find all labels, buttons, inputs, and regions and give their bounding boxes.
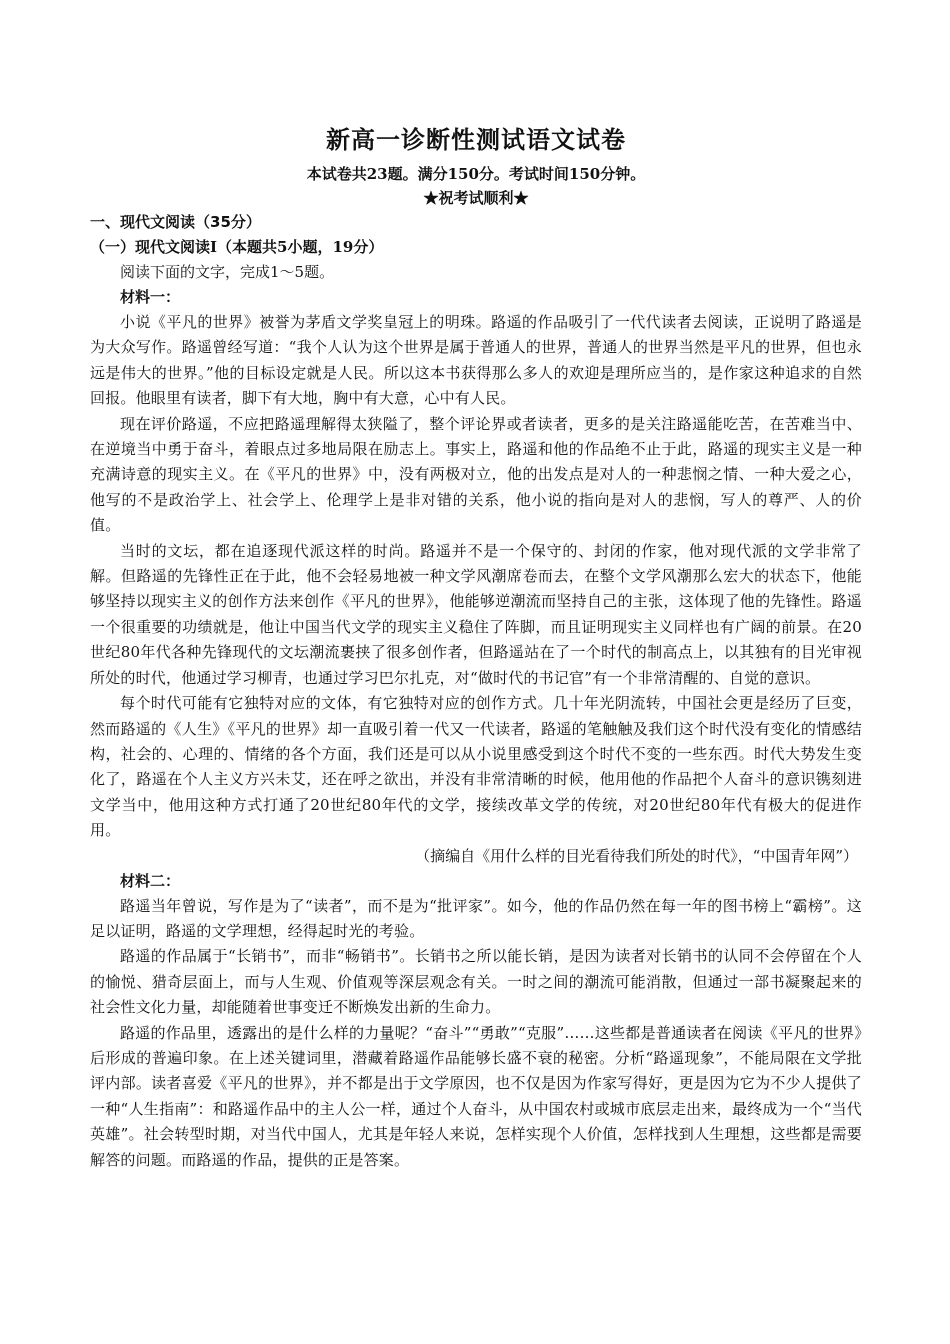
good-luck-line: ★祝考试顺利★ — [423, 189, 529, 207]
material-two-paragraph: 路遥当年曾说，写作是为了“读者”，而不是为“批评家”。如今，他的作品仍然在每一年的图书榜上“霸榜”。这足以证明，路遥的文学理想，经得起时光的考验。 — [90, 896, 862, 940]
material-one-paragraph: 每个时代可能有它独特对应的文体，有它独特对应的创作方式。几十年光阴流转，中国社会更是经历了巨变，然而路遥的《人生》《平凡的世界》却一直吸引着一代又一代读者，路遥的笔触触及我们这个时代没有变化的情感结构，社会的、心理的、情绪的各个方面，我们还是可以从小说里感受到这个时代不变的一些东西。时代大势发生变化了，路遥在个人主义方兴未艾，还在呼之欲出，并没有非常清晰的时候，他用他的作品把个人奋斗的意识镌刻进文学当中，他用这种方式打通了20世纪80年代的文学，接续改革文学的传统，对20世纪80年代有极大的促进作用。 — [90, 694, 862, 840]
material-two-paragraph: 路遥的作品属于“长销书”，而非“畅销书”。长销书之所以能长销，是因为读者对长销书的认同不会停留在个人的愉悦、猎奇层面上，而与人生观、价值观等深层观念有关。一时之间的潮流可能消散，但通过一部书凝聚起来的社会性文化力量，却能随着世事变迁不断焕发出新的生命力。 — [90, 947, 862, 1017]
section-heading: 一、现代文阅读（35分） — [90, 213, 261, 231]
material-one-source: （摘编自《用什么样的目光看待我们所处的时代》，“中国青年网”） — [415, 846, 858, 865]
subsection-heading: （一）现代文阅读Ⅰ（本题共5小题，19分） — [90, 238, 384, 256]
material-two-label: 材料二： — [120, 871, 181, 890]
material-one-paragraph: 现在评价路遥，不应把路遥理解得太狭隘了，整个评论界或者读者，更多的是关注路遥能吃苦，在苦难当中、在逆境当中勇于奋斗，着眼点过多地局限在励志上。事实上，路遥和他的作品绝不止于此，路遥的现实主义是一种充满诗意的现实主义。在《平凡的世界》中，没有两极对立，他的出发点是对人的一种悲悯之情、一种大爱之心，他写的不是政治学上、社会学上、伦理学上是非对错的关系，他小说的指向是对人的悲悯，写人的尊严、人的价值。 — [90, 414, 862, 535]
exam-page — [90, 120, 862, 1173]
material-one-label: 材料一： — [120, 288, 181, 306]
exam-title: 新高一诊断性测试语文试卷 — [326, 126, 626, 154]
exam-info: 本试卷共23题。满分150分。考试时间150分钟。 — [306, 165, 646, 183]
reading-instruction: 阅读下面的文字，完成1～5题。 — [120, 263, 335, 281]
material-one-paragraph: 当时的文坛，都在追逐现代派这样的时尚。路遥并不是一个保守的、封闭的作家，他对现代派的文学非常了解。但路遥的先锋性正在于此，他不会轻易地被一种文学风潮席卷而去，在整个文学风潮那么宏大的状态下，他能够坚持以现实主义的创作方法来创作《平凡的世界》，他能够逆潮流而坚持自己的主张，这体现了他的先锋性。路遥一个很重要的功绩就是，他让中国当代文学的现实主义稳住了阵脚，而且证明现实主义同样也有广阔的前景。在20世纪80年代各种先锋现代的文坛潮流裹挟了很多创作者，但路遥站在了一个时代的制高点上，以其独有的目光审视所处的时代，他通过学习柳青，也通过学习巴尔扎克，对“做时代的书记官”有一个非常清醒的、自觉的意识。 — [90, 541, 862, 687]
material-two-paragraph: 路遥的作品里，透露出的是什么样的力量呢？“奋斗”“勇敢”“克服”……这些都是普通读者在阅读《平凡的世界》后形成的普遍印象。在上述关键词里，潜藏着路遥作品能够长盛不衰的秘密。分析“路遥现象”，不能局限在文学批评内部。读者喜爱《平凡的世界》，并不都是出于文学原因，也不仅是因为作家写得好，更是因为它为不少人提供了一种“人生指南”：和路遥作品中的主人公一样，通过个人奋斗，从中国农村或城市底层走出来，最终成为一个“当代英雄”。社会转型时期，对当代中国人，尤其是年轻人来说，怎样实现个人价值，怎样找到人生理想，这些都是需要解答的问题。而路遥的作品，提供的正是答案。 — [90, 1023, 862, 1169]
material-one-paragraph: 小说《平凡的世界》被誉为茅盾文学奖皇冠上的明珠。路遥的作品吸引了一代代读者去阅读，正说明了路遥是为大众写作。路遥曾经写道：“我个人认为这个世界是属于普通人的世界，普通人的世界当然是平凡的世界，但也永远是伟大的世界。”他的目标设定就是人民。所以这本书获得那么多人的欢迎是理所应当的，是作家这种追求的自然回报。他眼里有读者，脚下有大地，胸中有大意，心中有人民。 — [90, 313, 862, 408]
